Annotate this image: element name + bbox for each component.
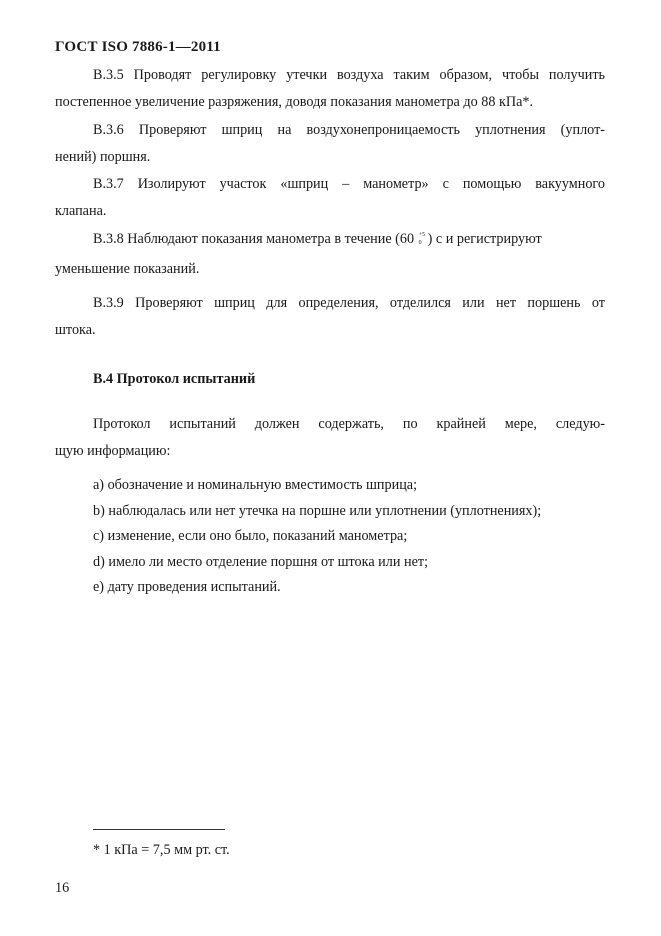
tolerance-upper: +5: [418, 231, 426, 238]
paragraph-line: В.3.5 Проводят регулировку утечки воздуха таким образом, чтобы получить: [93, 67, 605, 83]
document-header: ГОСТ ISO 7886-1—2011: [55, 39, 221, 55]
paragraph-text: ) с и регистрируют: [427, 231, 542, 247]
list-item: a) обозначение и номинальную вместимость шприца;: [93, 477, 418, 493]
paragraph-b35: [55, 62, 605, 116]
footnote-divider: [93, 829, 225, 830]
paragraph-line: уменьшение показаний.: [55, 261, 200, 277]
paragraph-line: постепенное увеличение разряжения, доводя показания манометра до 88 кПа*.: [55, 94, 534, 110]
paragraph-line: Протокол испытаний должен содержать, по крайней мере, следую-: [93, 416, 605, 432]
paragraph-b38: [55, 226, 605, 283]
paragraph-line: клапана.: [55, 203, 107, 219]
paragraph-line: щую информацию:: [55, 443, 171, 459]
paragraph-line: штока.: [55, 322, 96, 338]
list-item: e) дату проведения испытаний.: [93, 579, 281, 595]
paragraph-line: В.3.7 Изолируют участок «шприц – манометр» с помощью вакуумного: [93, 176, 605, 192]
tolerance-mark: [418, 233, 428, 247]
paragraph-line: [55, 226, 605, 253]
tolerance-lower: 0: [418, 239, 422, 246]
paragraph-line: В.3.9 Проверяют шприц для определения, отделился или нет поршень от: [93, 295, 605, 311]
requirements-list: [93, 473, 541, 601]
paragraph-b37: [55, 171, 605, 225]
list-item: b) наблюдалась или нет утечка на поршне или уплотнении (уплотнениях);: [93, 502, 542, 519]
list-item: c) изменение, если оно было, показаний манометра;: [93, 528, 408, 544]
paragraph-line: нений) поршня.: [55, 149, 151, 165]
paragraph-b36: [55, 117, 605, 171]
paragraph-line: В.3.6 Проверяют шприц на воздухонепроницаемость уплотнения (уплот-: [93, 122, 605, 138]
paragraph-text: В.3.8 Наблюдают показания манометра в течение (60: [93, 231, 415, 247]
paragraph-b39: [55, 290, 605, 344]
list-item: d) имело ли место отделение поршня от штока или нет;: [93, 553, 429, 570]
section-intro: [55, 411, 605, 465]
footnote: * 1 кПа = 7,5 мм рт. ст.: [93, 842, 230, 858]
section-title: В.4 Протокол испытаний: [93, 371, 256, 387]
page-number: 16: [55, 880, 70, 896]
